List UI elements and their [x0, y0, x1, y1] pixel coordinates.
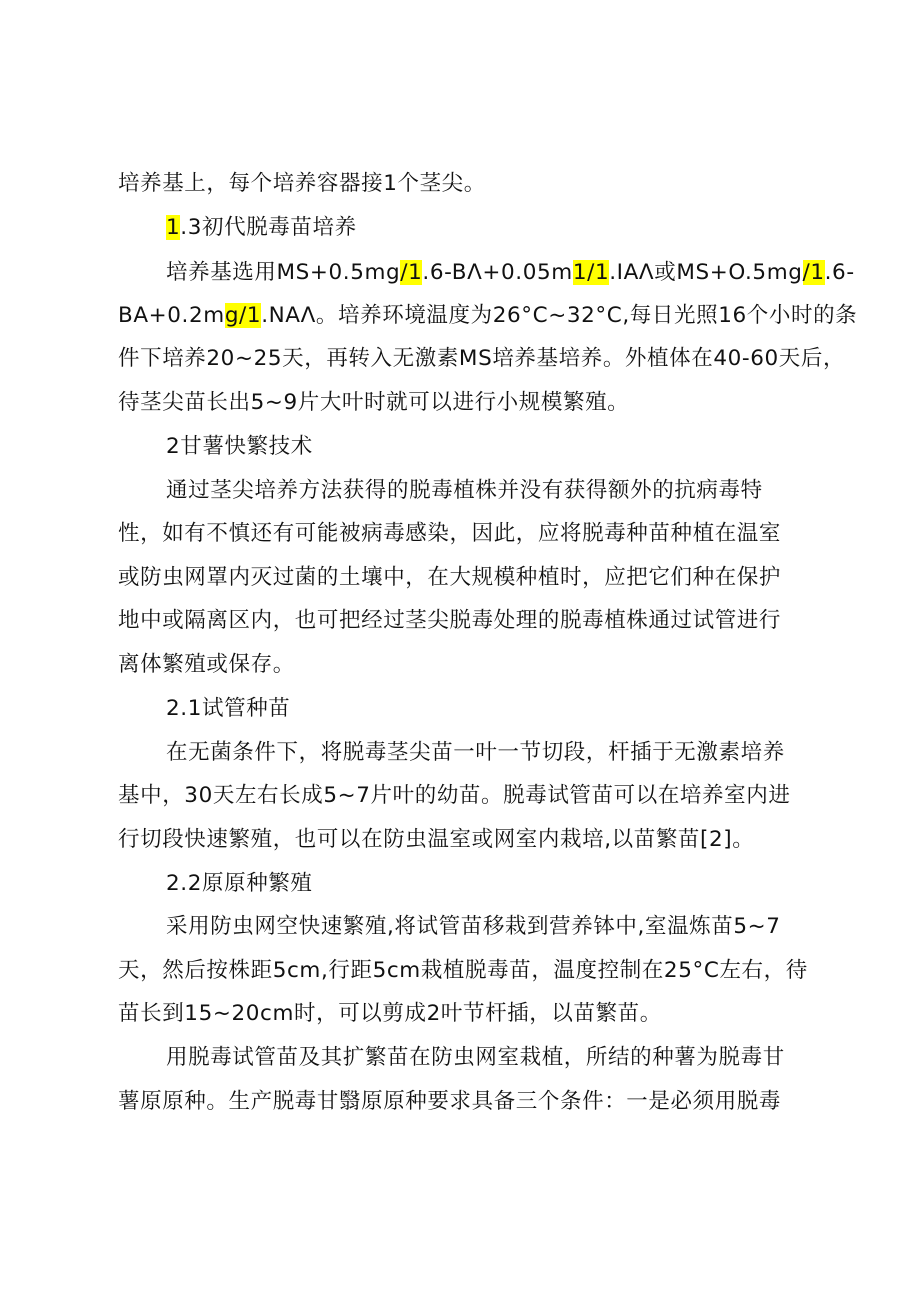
text-line — [118, 606, 781, 636]
text-line — [166, 476, 763, 506]
text-segment: 离体繁殖或保存。 — [118, 652, 295, 677]
text-segment: 基中，30天左右长成5~7片叶的幼苗。脱毒试管苗可以在培养室内进 — [118, 783, 791, 808]
text-segment: .NAΛ。培养环境温度为26°C~32°C,每日光照16个小时的条 — [261, 303, 858, 328]
text-line — [118, 169, 486, 199]
text-segment: 采用防虫网空快速繁殖,将试管苗移栽到营养钵中,室温炼苗5~7 — [166, 914, 781, 939]
highlighted-text: g∕1 — [224, 303, 262, 328]
text-line — [118, 781, 790, 811]
text-segment: 性，如有不慎还有可能被病毒感染，因此，应将脱毒种苗种植在温室 — [118, 521, 782, 546]
section-heading — [166, 432, 313, 462]
text-line — [118, 519, 781, 549]
text-segment: 2.2原原种繁殖 — [166, 871, 313, 896]
text-segment: 或防虫网罩内灭过菌的土壤中，在大规模种植时，应把它们种在保护 — [118, 565, 782, 590]
text-segment: 2.1试管种苗 — [166, 696, 291, 721]
text-line — [118, 956, 808, 986]
text-segment: 培养基选用MS+0.5mg — [166, 260, 401, 285]
text-segment: 用脱毒试管苗及其扩繁苗在防虫网室栽植，所结的种薯为脱毒甘 — [166, 1045, 785, 1070]
text-line — [118, 650, 295, 680]
text-line — [166, 912, 781, 942]
highlighted-text: ∕1 — [802, 260, 825, 285]
text-line — [166, 1043, 785, 1073]
highlighted-text: 1∕ — [572, 260, 595, 285]
text-line — [118, 344, 845, 374]
text-segment: BA+0.2m — [118, 303, 225, 328]
text-segment: 地中或隔离区内，也可把经过茎尖脱毒处理的脱毒植株通过试管进行 — [118, 608, 782, 633]
text-segment: 通过茎尖培养方法获得的脱毒植株并没有获得额外的抗病毒特 — [166, 478, 763, 503]
text-segment: 在无菌条件下，将脱毒茎尖苗一叶一节切段，杆插于无激素培养 — [166, 740, 785, 765]
highlighted-text: ∕1 — [400, 260, 423, 285]
text-segment: .6- — [824, 260, 855, 285]
text-segment: 天，然后按株距5cm,行距5cm栽植脱毒苗，温度控制在25°C左右，待 — [118, 958, 808, 983]
text-segment: 培养基上，每个培养容器接1个茎尖。 — [118, 171, 486, 196]
text-line — [118, 388, 629, 418]
text-segment: 薯原原种。生产脱毒甘翳原原种要求具备三个条件：一是必须用脱毒 — [118, 1089, 782, 1114]
section-heading — [166, 213, 357, 243]
highlighted-text: 1 — [594, 260, 610, 285]
text-segment: 苗长到15~20cm时，可以剪成2叶节杆插，以苗繁苗。 — [118, 1001, 662, 1026]
text-segment: .6-BΛ+0.05m — [422, 260, 573, 285]
text-segment: .IAΛ或MS+O.5mg — [609, 260, 803, 285]
section-heading — [166, 869, 313, 899]
section-heading — [166, 694, 290, 724]
text-line — [118, 825, 754, 855]
text-segment: .3初代脱毒苗培养 — [180, 215, 357, 240]
text-line — [118, 301, 857, 331]
text-line — [166, 738, 785, 768]
text-line — [166, 258, 855, 288]
text-segment: 2甘薯快繁技术 — [166, 434, 313, 459]
text-segment: 件下培养20~25天，再转入无激素MS培养基培养。外植体在40-60天后， — [118, 346, 846, 371]
text-segment: 行切段快速繁殖，也可以在防虫温室或网室内栽培,以苗繁苗[2]。 — [118, 827, 755, 852]
text-line — [118, 563, 781, 593]
text-line — [118, 999, 662, 1029]
highlighted-text: 1 — [166, 215, 181, 240]
text-line — [118, 1087, 781, 1117]
text-segment: 待茎尖苗长出5~9片大叶时就可以进行小规模繁殖。 — [118, 390, 630, 415]
